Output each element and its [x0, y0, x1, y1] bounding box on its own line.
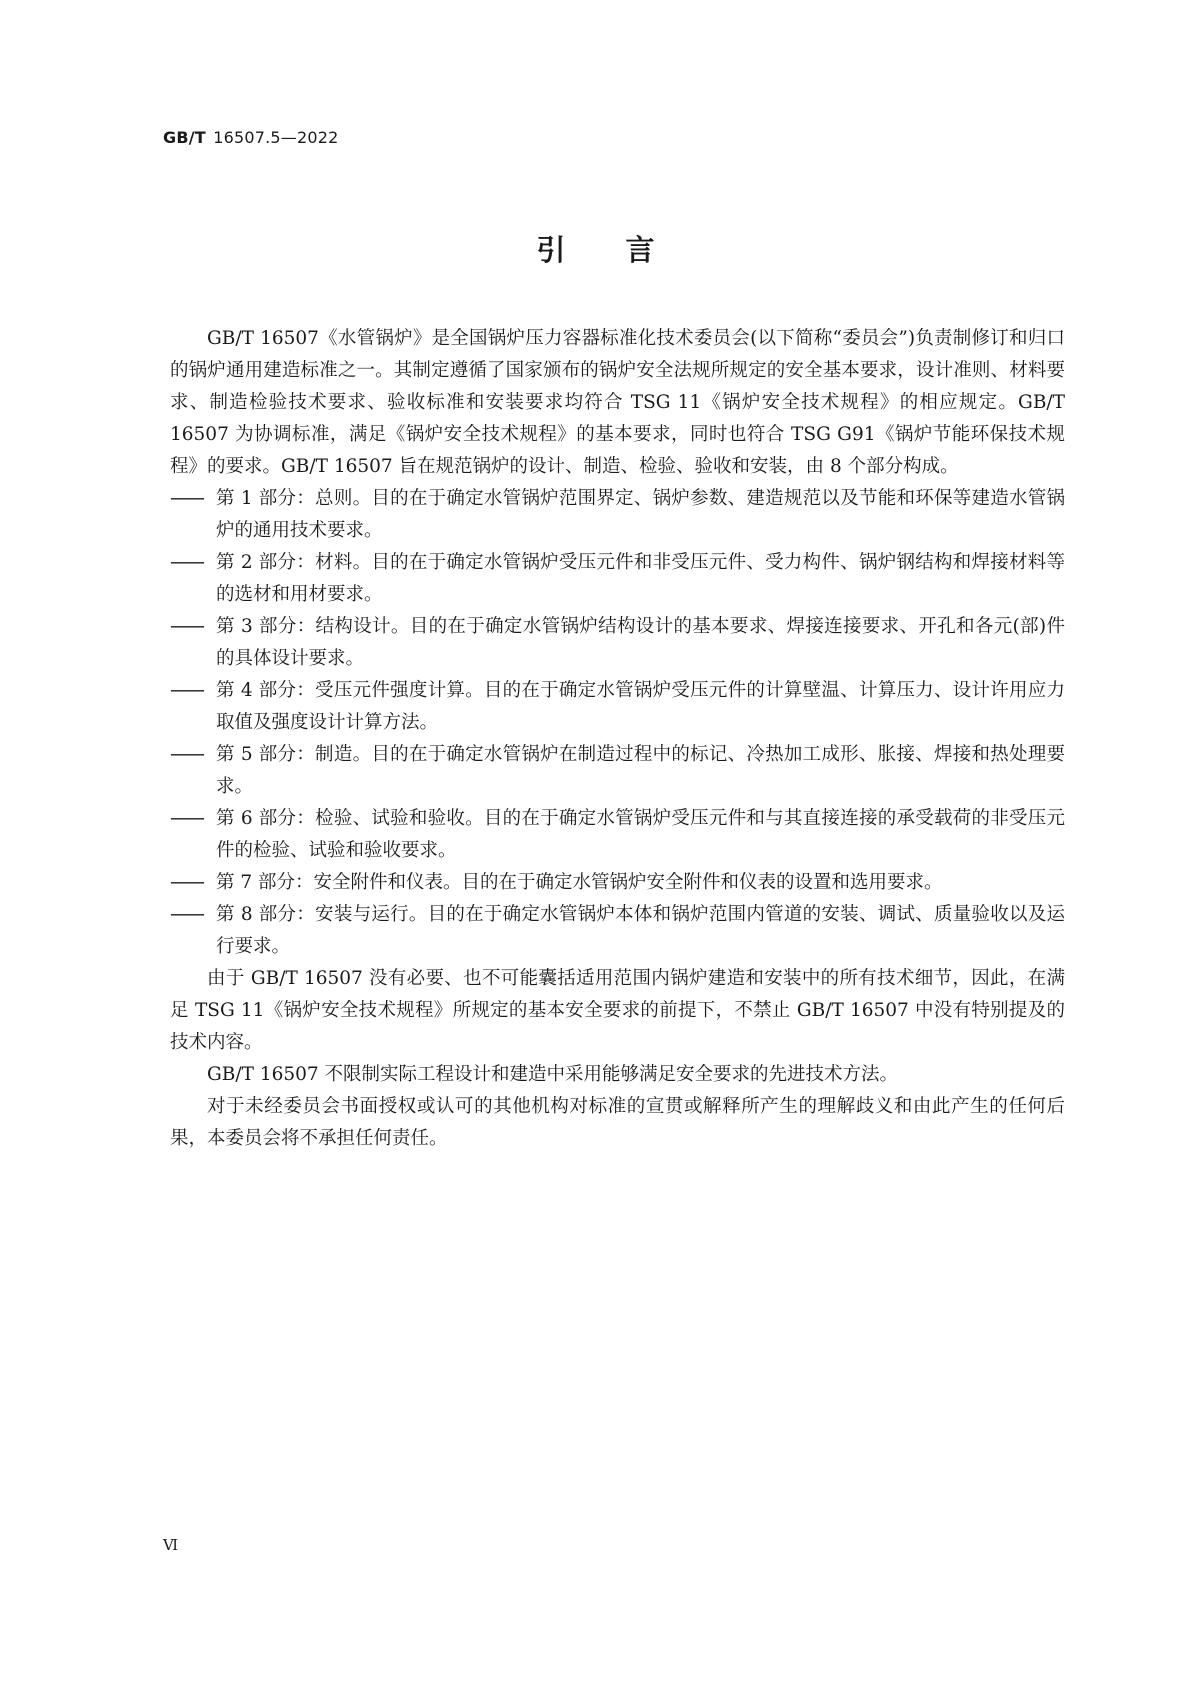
list-item-text: 第 4 部分：受压元件强度计算。目的在于确定水管锅炉受压元件的计算壁温、计算压力、设计许用应力取值及强度设计计算方法。 [216, 680, 1065, 733]
section-title: 引言 [536, 233, 715, 267]
list-dash: —— [170, 616, 203, 637]
list-dash: —— [170, 552, 203, 573]
standard-number: 16507.5—2022 [213, 128, 339, 147]
list-dash: —— [170, 904, 203, 925]
parts-list [170, 483, 1065, 963]
list-item-text: 第 2 部分：材料。目的在于确定水管锅炉受压元件和非受压元件、受力构件、锅炉钢结构和焊接材料等的选材和用材要求。 [216, 552, 1065, 605]
list-dash: —— [170, 808, 203, 829]
list-item-text: 第 7 部分：安全附件和仪表。目的在于确定水管锅炉安全附件和仪表的设置和选用要求。 [216, 872, 943, 893]
page-number: Ⅵ [163, 1536, 179, 1554]
list-item-text: 第 3 部分：结构设计。目的在于确定水管锅炉结构设计的基本要求、焊接连接要求、开孔和各元(部)件的具体设计要求。 [216, 616, 1065, 669]
paragraph-scope: 由于 GB/T 16507 没有必要、也不可能囊括适用范围内锅炉建造和安装中的所有技术细节，因此，在满足 TSG 11《锅炉安全技术规程》所规定的基本安全要求的前提下，不禁止 GB/T 16507 中没有特别提及的技术内容。 [170, 968, 1065, 1053]
list-item [170, 739, 1065, 803]
list-item-text: 第 5 部分：制造。目的在于确定水管锅炉在制造过程中的标记、冷热加工成形、胀接、焊接和热处理要求。 [216, 744, 1065, 797]
paragraph-advanced-methods: GB/T 16507 不限制实际工程设计和建造中采用能够满足安全要求的先进技术方法。 [207, 1064, 899, 1085]
list-item [170, 611, 1065, 675]
paragraph-disclaimer: 对于未经委员会书面授权或认可的其他机构对标准的宣贯或解释所产生的理解歧义和由此产生的任何后果，本委员会将不承担任何责任。 [170, 1096, 1065, 1149]
list-dash: —— [170, 488, 203, 509]
list-item [170, 547, 1065, 611]
list-item [170, 483, 1065, 547]
standard-code-header [163, 128, 338, 147]
list-item [170, 803, 1065, 867]
list-item-text: 第 6 部分：检验、试验和验收。目的在于确定水管锅炉受压元件和与其直接连接的承受载荷的非受压元件的检验、试验和验收要求。 [216, 808, 1065, 861]
list-dash: —— [170, 680, 203, 701]
list-item [170, 899, 1065, 963]
list-item-text: 第 8 部分：安装与运行。目的在于确定水管锅炉本体和锅炉范围内管道的安装、调试、质量验收以及运行要求。 [216, 904, 1065, 957]
document-body [170, 323, 1065, 1155]
list-item [170, 867, 1065, 899]
list-dash: —— [170, 744, 203, 765]
intro-paragraph: GB/T 16507《水管锅炉》是全国锅炉压力容器标准化技术委员会(以下简称“委员会”)负责制修订和归口的锅炉通用建造标准之一。其制定遵循了国家颁布的锅炉安全法规所规定的安全基本要求，设计准则、材料要求、制造检验技术要求、验收标准和安装要求均符合 TSG 11《锅炉安全技术规程》的相应规定。GB/T 16507 为协调标准，满足《锅炉安全技术规程》的基本要求，同时也符合 TSG G91《锅炉节能环保技术规程》的要求。GB/T 16507 旨在规范锅炉的设计、制造、检验、验收和安装，由 8 个部分构成。 [170, 328, 1065, 477]
standard-code-prefix: GB/T [163, 128, 206, 147]
list-item-text: 第 1 部分：总则。目的在于确定水管锅炉范围界定、锅炉参数、建造规范以及节能和环保等建造水管锅炉的通用技术要求。 [216, 488, 1065, 541]
list-item [170, 675, 1065, 739]
list-dash: —— [170, 872, 203, 893]
